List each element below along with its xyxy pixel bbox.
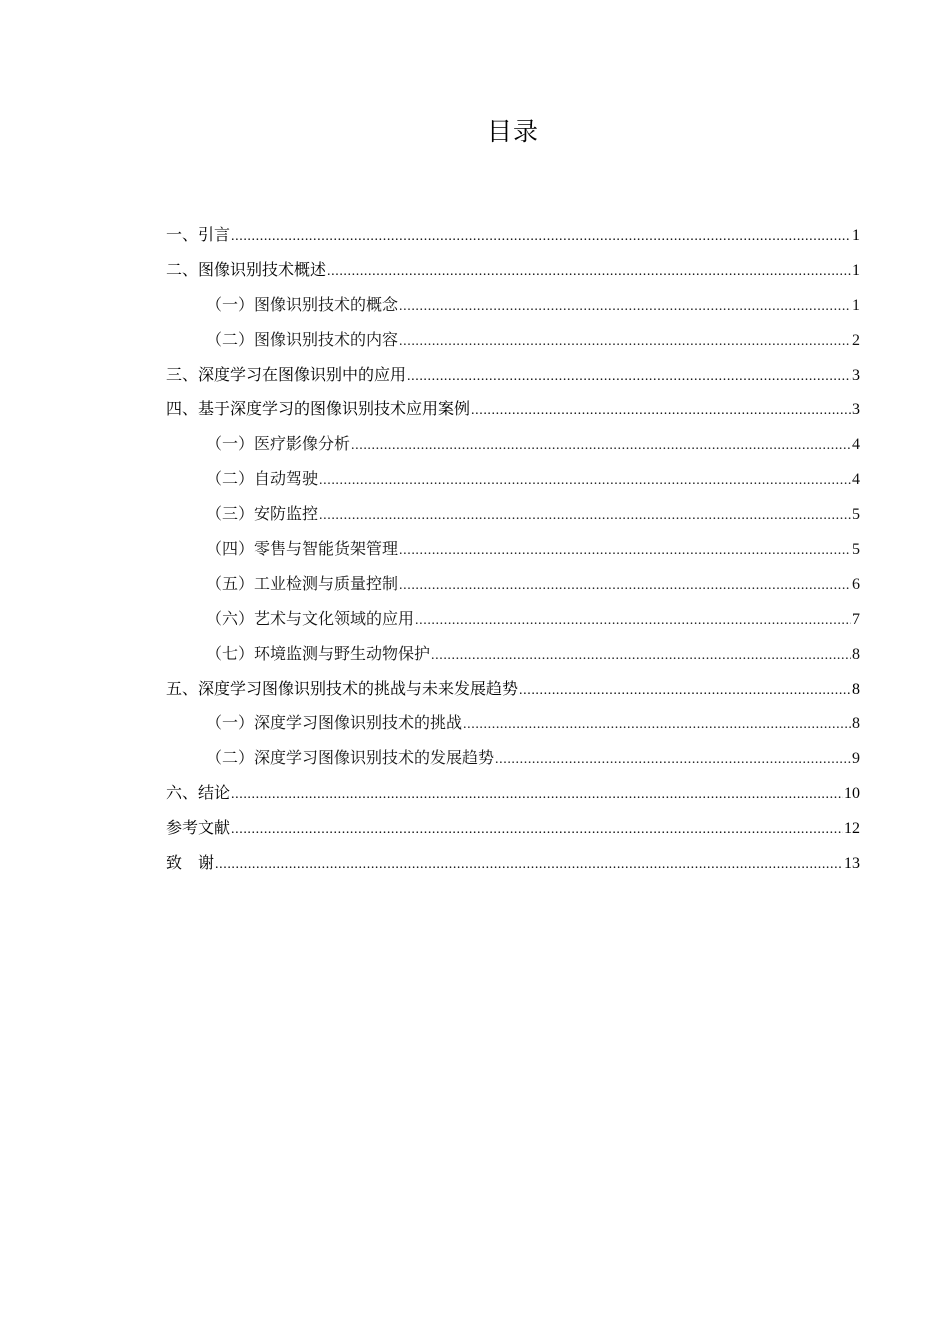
toc-dot-leader: [415, 604, 851, 639]
toc-subentry[interactable]: [166, 637, 860, 672]
toc-entry-page: 5: [852, 506, 860, 524]
toc-dot-leader: [215, 848, 843, 883]
toc-entry-label: （三）安防监控: [206, 504, 319, 524]
toc-subentry[interactable]: [166, 706, 860, 741]
toc-entry-page: 10: [844, 785, 860, 803]
toc-entry-label: （一）图像识别技术的概念: [206, 294, 399, 314]
toc-dot-leader: [495, 743, 851, 778]
toc-entry-label: （二）图像识别技术的内容: [206, 329, 399, 349]
toc-dot-leader: [399, 534, 851, 569]
toc-entry[interactable]: [166, 218, 860, 253]
toc-entry-label: 六、结论: [166, 783, 231, 803]
toc-entry-label: 五、深度学习图像识别技术的挑战与未来发展趋势: [166, 678, 519, 698]
toc-entry-label: 一、引言: [166, 225, 231, 244]
toc-entry-page: 8: [852, 680, 860, 698]
toc-dot-leader: [327, 255, 851, 290]
toc-dot-leader: [351, 429, 851, 464]
toc-entry-label: 三、深度学习在图像识别中的应用: [166, 364, 407, 384]
toc-entry-label: （七）环境监测与野生动物保护: [206, 643, 431, 663]
toc-dot-leader: [319, 464, 851, 499]
toc-dot-leader: [519, 674, 851, 709]
toc-subentry[interactable]: [166, 497, 860, 532]
toc-subentry[interactable]: [166, 462, 860, 497]
toc-subentry[interactable]: [166, 567, 860, 602]
toc-entry-label: （五）工业检测与质量控制: [206, 573, 399, 593]
toc-entry[interactable]: [166, 846, 860, 881]
toc-entry-label: 二、图像识别技术概述: [166, 259, 327, 279]
toc-dot-leader: [471, 394, 851, 429]
toc-subentry[interactable]: [166, 288, 860, 323]
toc-dot-leader: [407, 360, 851, 395]
toc-title: 目录: [486, 117, 539, 146]
toc-dot-leader: [399, 569, 851, 604]
toc-entry-label: （一）深度学习图像识别技术的挑战: [206, 713, 463, 733]
toc-dot-leader: [231, 220, 851, 255]
toc-entry-page: 4: [852, 471, 860, 489]
toc-dot-leader: [463, 708, 851, 743]
toc-entry-page: 8: [852, 715, 860, 733]
toc-entry-page: 7: [852, 610, 860, 628]
toc-entry-page: 4: [852, 436, 860, 454]
toc-entry-page: 8: [852, 645, 860, 663]
toc-dot-leader: [399, 290, 851, 325]
toc-dot-leader: [231, 813, 843, 848]
toc-subentry[interactable]: [166, 532, 860, 567]
toc-entry[interactable]: [166, 392, 860, 427]
toc-dot-leader: [399, 325, 851, 360]
toc-entry-label: 参考文献: [166, 818, 231, 838]
toc-entry-page: 1: [852, 296, 860, 314]
toc-entry-label: （二）深度学习图像识别技术的发展趋势: [206, 748, 495, 768]
toc-entry-page: 1: [852, 261, 860, 279]
toc-entry[interactable]: [166, 811, 860, 846]
toc-entry[interactable]: [166, 358, 860, 393]
toc-entry[interactable]: [166, 776, 860, 811]
toc-subentry[interactable]: [166, 427, 860, 462]
toc-entry-page: 12: [844, 820, 860, 838]
toc-entry-page: 5: [852, 541, 860, 559]
toc-list: [166, 218, 860, 881]
toc-entry-label: （一）医疗影像分析: [206, 434, 351, 454]
toc-entry-page: 3: [852, 401, 860, 419]
toc-subentry[interactable]: [166, 741, 860, 776]
toc-entry-label: 四、基于深度学习的图像识别技术应用案例: [166, 399, 471, 419]
toc-entry-label: （四）零售与智能货架管理: [206, 539, 399, 559]
toc-entry-page: 6: [852, 575, 860, 593]
toc-entry-page: 2: [852, 331, 860, 349]
toc-entry-label: （二）自动驾驶: [206, 469, 319, 489]
toc-entry-page: 1: [852, 227, 860, 244]
toc-entry[interactable]: [166, 253, 860, 288]
toc-entry-page: 9: [852, 750, 860, 768]
toc-entry-page: 13: [844, 855, 860, 873]
toc-entry-page: 3: [852, 366, 860, 384]
toc-subentry[interactable]: [166, 602, 860, 637]
toc-entry-label: （六）艺术与文化领域的应用: [206, 608, 415, 628]
toc-subentry[interactable]: [166, 323, 860, 358]
toc-entry-label: 致 谢: [166, 853, 215, 873]
toc-dot-leader: [319, 499, 851, 534]
toc-dot-leader: [231, 778, 843, 813]
toc-entry[interactable]: [166, 672, 860, 707]
toc-dot-leader: [431, 639, 851, 674]
